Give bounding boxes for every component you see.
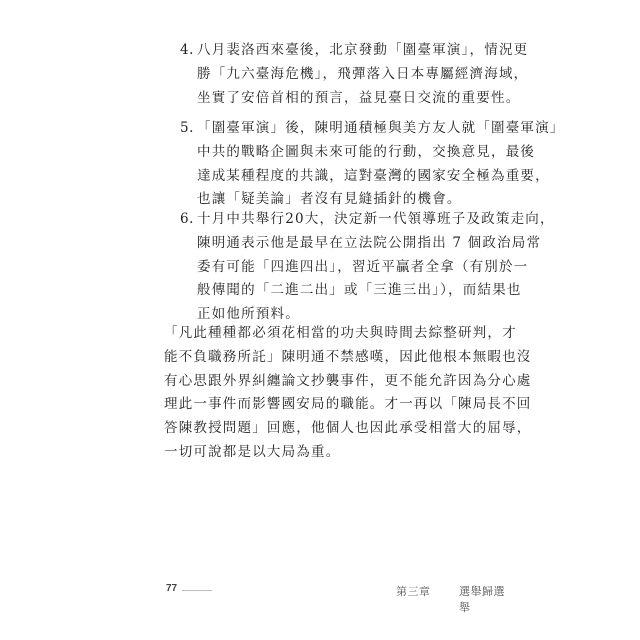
list-item-number: 4.: [180, 42, 194, 58]
list-item-text: [197, 39, 529, 110]
text-line: 一切可說都是以大局為重。: [164, 443, 341, 460]
section-title: 選舉歸選舉: [459, 586, 505, 614]
list-item-number: 5.: [180, 120, 194, 136]
page-number: 77: [166, 583, 178, 594]
list-item: [180, 39, 529, 110]
list-item: [180, 208, 555, 327]
text-line: 有心思跟外界糾纏論文抄襲事件，更不能允許因為分心處: [164, 372, 532, 389]
text-line: 正如他所預料。: [197, 306, 300, 323]
text-line: 陳明通表示他是最早在立法院公開指出 7 個政治局常: [197, 234, 542, 251]
text-line: 理此一事件而影響國安局的職能。才一再以「陳局長不回: [164, 396, 532, 413]
text-line: 八月裴洛西來臺後，北京發動「圍臺軍演」，情況更: [197, 42, 529, 58]
text-line: 委有可能「四進四出」，習近平贏者全拿（有別於一: [197, 258, 529, 275]
text-line: 也讓「疑美論」者沒有見縫插針的機會。: [197, 191, 462, 208]
body-paragraph: [164, 322, 532, 465]
text-line: 「圍臺軍演」後，陳明通積極與美方友人就「圍臺軍演」: [197, 120, 565, 136]
chapter-label: 第三章: [396, 586, 431, 598]
text-line: 答陳教授問題」回應，他個人也因此承受相當大的屈辱，: [164, 420, 532, 437]
text-line: 能不負職務所託」陳明通不禁感嘆，因此他根本無暇也沒: [164, 348, 532, 365]
list-item-text: [197, 208, 555, 327]
list-item-text: [197, 117, 565, 212]
footer-rule: [182, 590, 212, 591]
text-line: 般傳聞的「二進二出」或「三進三出」），而結果也: [197, 282, 522, 299]
text-line: 坐實了安倍首相的預言，益見臺日交流的重要性。: [197, 89, 521, 106]
page-footer: [166, 583, 506, 614]
text-line: 達成某種程度的共識，這對臺灣的國家安全極為重要，: [197, 167, 550, 184]
text-line: 中共的戰略企圖與未來可能的行動，交換意見，最後: [197, 143, 536, 160]
list-item: [180, 117, 565, 212]
text-line: 十月中共舉行20大，決定新一代領導班子及政策走向，: [197, 211, 555, 227]
text-line: 「凡此種種都必須花相當的功夫與時間去綜整研判，才: [164, 325, 517, 341]
list-item-number: 6.: [180, 211, 194, 227]
text-line: 勝「九六臺海危機」，飛彈落入日本專屬經濟海域，: [197, 65, 529, 82]
